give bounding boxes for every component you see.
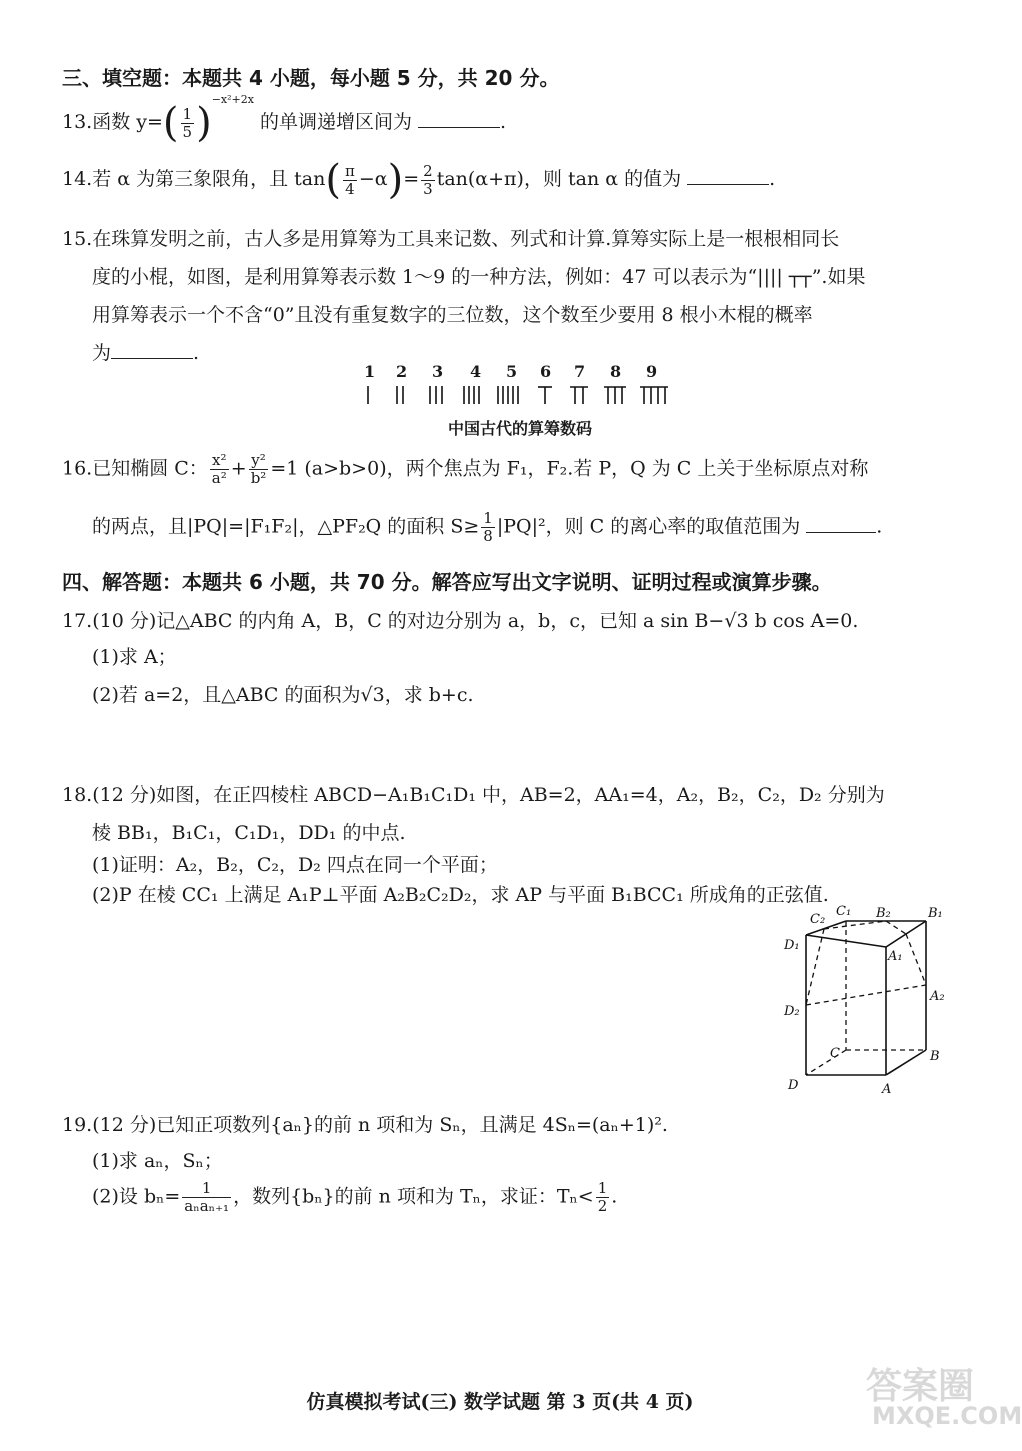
label-D1: D₁ — [784, 938, 800, 953]
q17-part-1: (1)求 A； — [92, 646, 177, 668]
counting-rods-caption: 中国古代的算筹数码 — [447, 419, 592, 438]
q16-frac-y: $\frac{\text{y²}}{\text{b²}}$ — [250, 451, 267, 487]
q18-part-2: (2)P 在棱 CC₁ 上满足 A₁P⊥平面 A₂B₂C₂D₂，求 AP 与平面 B₁BCC₁ 所成角的正弦值. — [92, 884, 829, 906]
question-13: 13.函数 y=( $\frac{1}{5}$ )$^{-x^2+2x}$ 的单调递增区间为 . — [62, 92, 507, 146]
rod-digit-4: 4 — [470, 362, 482, 381]
label-B: B — [930, 1049, 940, 1064]
rod-digit-6: 6 — [540, 362, 552, 381]
q15-line-3: 用算筹表示一个不含“0”且没有重复数字的三位数，这个数至少要用 8 根小木棍的概率 — [92, 304, 813, 326]
answer-blank-15[interactable] — [111, 357, 193, 359]
label-C: C — [830, 1046, 840, 1061]
q19-line-1: 19.(12 分)已知正项数列{aₙ}的前 n 项和为 Sₙ，且满足 4Sₙ=(aₙ+1)². — [62, 1114, 668, 1136]
q13-fraction: $\frac{1}{5}$ — [182, 104, 193, 141]
q17-part-2: (2)若 a=2，且△ABC 的面积为√3，求 b+c. — [92, 684, 474, 706]
watermark-url: MXQE.COM — [872, 1402, 1022, 1430]
q16-frac-1-8: $\frac{1}{8}$ — [483, 509, 493, 545]
q14-prefix: 14.若 α 为第三象限角，且 tan — [62, 168, 326, 190]
rod-digit-8: 8 — [610, 362, 622, 381]
q18-part-1: (1)证明：A₂，B₂，C₂，D₂ 四点在同一个平面； — [92, 854, 498, 876]
q13-prefix: 13.函数 y= — [62, 111, 163, 133]
rod-digit-9: 9 — [646, 362, 658, 381]
section3-title: 三、填空题：本题共 4 小题，每小题 5 分，共 20 分。 — [62, 66, 560, 90]
label-D2: D₂ — [784, 1004, 800, 1019]
answer-blank-13[interactable] — [418, 126, 500, 128]
q16-line-1: 16.已知椭圆 C： $\frac{\text{x²}}{\text{a²}}$ + $\frac{\text{y²}}{\text{b²}}$ =1 (a>b>0)，两个焦点为 F₁，F₂.若 P，Q 为 C 上关于坐标原点对称 — [62, 451, 869, 487]
rod-digit-2: 2 — [396, 362, 408, 381]
q19-frac-b: $\frac{1}{\text{aₙaₙ₊₁}}$ — [184, 1179, 230, 1215]
q16-frac-x: $\frac{\text{x²}}{\text{a²}}$ — [211, 451, 227, 487]
q15-line-4: 为 . — [92, 342, 200, 364]
q13-suffix: 的单调递增区间为 — [259, 111, 412, 133]
answer-blank-14[interactable] — [687, 183, 769, 185]
rod-digit-3: 3 — [432, 362, 444, 381]
rod-numerals-svg — [352, 382, 672, 412]
q18-line-2: 棱 BB₁，B₁C₁，C₁D₁，DD₁ 的中点. — [92, 822, 406, 844]
q19-part-2: (2)设 bₙ= $\frac{1}{\text{aₙaₙ₊₁}}$ ，数列{bₙ}的前 n 项和为 Tₙ，求证：Tₙ< $\frac{1}{2}$ . — [92, 1179, 618, 1215]
q14-suffix: tan(α+π)，则 tan α 的值为 — [436, 168, 682, 190]
rod-digit-7: 7 — [574, 362, 586, 381]
prism-figure — [780, 905, 960, 1105]
page-footer: 仿真模拟考试(三) 数学试题 第 3 页(共 4 页) — [306, 1391, 694, 1413]
label-C1: C₁ — [836, 904, 852, 919]
label-A: A — [882, 1082, 892, 1097]
rod-digit-1: 1 — [364, 362, 376, 381]
label-B1: B₁ — [928, 906, 943, 921]
label-C2: C₂ — [810, 912, 826, 927]
q16-line-2: 的两点，且|PQ|=|F₁F₂|，△PF₂Q 的面积 S≥ $\frac{1}{8}$ |PQ|²，则 C 的离心率的取值范围为 . — [92, 509, 883, 545]
q14-fraction-2: $\frac{2}{3}$ — [423, 161, 433, 198]
label-B2: B₂ — [876, 906, 891, 921]
q17-line-1: 17.(10 分)记△ABC 的内角 A，B，C 的对边分别为 a，b，c，已知 a sin B−√3 b cos A=0. — [62, 610, 859, 632]
counting-rods-figure — [352, 362, 672, 412]
q19-frac-half: $\frac{1}{2}$ — [597, 1179, 608, 1215]
section4-title: 四、解答题：本题共 6 小题，共 70 分。解答应写出文字说明、证明过程或演算步骤。 — [62, 570, 832, 594]
label-A1: A₁ — [888, 949, 903, 964]
rod-digit-5: 5 — [506, 362, 518, 381]
question-14: 14.若 α 为第三象限角，且 tan( $\frac{\pi}{4}$ −α)= $\frac{2}{3}$ tan(α+π)，则 tan α 的值为 . — [62, 157, 776, 203]
label-D: D — [788, 1078, 799, 1093]
q15-line-1: 15.在珠算发明之前，古人多是用算筹为工具来记数、列式和计算.算筹实际上是一根根相同长 — [62, 228, 840, 250]
q19-part-1: (1)求 aₙ，Sₙ； — [92, 1150, 223, 1172]
q18-line-1: 18.(12 分)如图，在正四棱柱 ABCD−A₁B₁C₁D₁ 中，AB=2，AA₁=4，A₂，B₂，C₂，D₂ 分别为 — [62, 784, 885, 806]
q14-fraction-1: $\frac{\pi}{4}$ — [344, 161, 355, 198]
label-A2: A₂ — [930, 989, 945, 1004]
watermark-logo: 答案圈 — [866, 1366, 975, 1407]
answer-blank-16[interactable] — [806, 531, 876, 533]
q15-line-2: 度的小棍，如图，是利用算筹表示数 1～9 的一种方法，例如：47 可以表示为“|||| ┬┬”.如果 — [92, 266, 866, 288]
q13-exponent: −x²+2x — [211, 92, 254, 106]
